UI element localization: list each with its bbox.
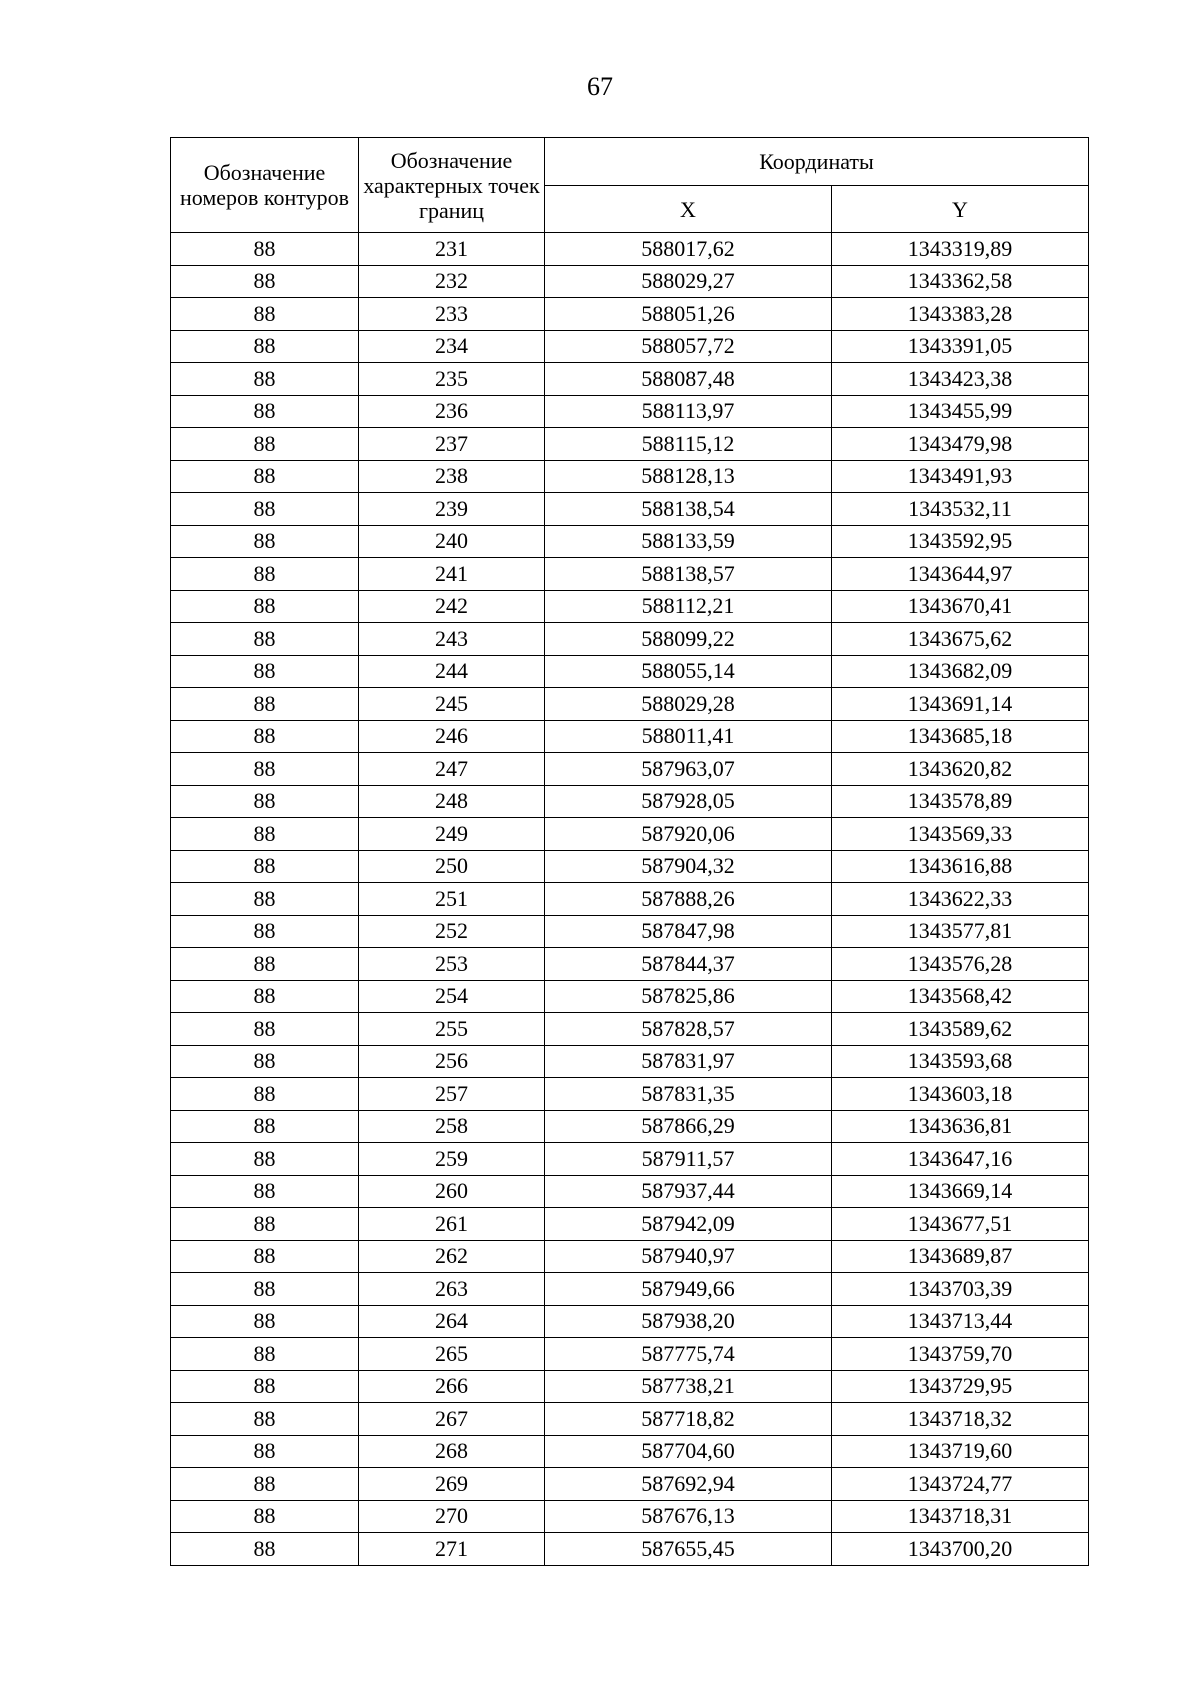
table-row: [171, 753, 1089, 786]
x-coordinate-cell: 587937,44: [545, 1175, 832, 1208]
y-coordinate-cell: 1343682,09: [832, 655, 1089, 688]
x-coordinate-cell: 587676,13: [545, 1500, 832, 1533]
table-row: [171, 948, 1089, 981]
point-number-cell: 263: [359, 1273, 545, 1306]
y-coordinate-cell: 1343685,18: [832, 720, 1089, 753]
table-row: [171, 1013, 1089, 1046]
header-x: X: [545, 186, 832, 233]
x-coordinate-cell: 587920,06: [545, 818, 832, 851]
x-coordinate-cell: 588087,48: [545, 363, 832, 396]
x-coordinate-cell: 588011,41: [545, 720, 832, 753]
contour-number-cell: 88: [171, 980, 359, 1013]
y-coordinate-cell: 1343622,33: [832, 883, 1089, 916]
x-coordinate-cell: 588133,59: [545, 525, 832, 558]
table-row: [171, 818, 1089, 851]
x-coordinate-cell: 587847,98: [545, 915, 832, 948]
y-coordinate-cell: 1343718,32: [832, 1403, 1089, 1436]
point-number-cell: 266: [359, 1370, 545, 1403]
x-coordinate-cell: 587692,94: [545, 1468, 832, 1501]
point-number-cell: 236: [359, 395, 545, 428]
contour-number-cell: 88: [171, 1500, 359, 1533]
table-row: [171, 883, 1089, 916]
y-coordinate-cell: 1343689,87: [832, 1240, 1089, 1273]
x-coordinate-cell: 588017,62: [545, 233, 832, 266]
y-coordinate-cell: 1343718,31: [832, 1500, 1089, 1533]
x-coordinate-cell: 587655,45: [545, 1533, 832, 1566]
contour-number-cell: 88: [171, 330, 359, 363]
contour-number-cell: 88: [171, 688, 359, 721]
x-coordinate-cell: 587844,37: [545, 948, 832, 981]
table-row: [171, 265, 1089, 298]
point-number-cell: 255: [359, 1013, 545, 1046]
point-number-cell: 241: [359, 558, 545, 591]
contour-number-cell: 88: [171, 1533, 359, 1566]
y-coordinate-cell: 1343592,95: [832, 525, 1089, 558]
y-coordinate-cell: 1343479,98: [832, 428, 1089, 461]
y-coordinate-cell: 1343391,05: [832, 330, 1089, 363]
table-row: [171, 330, 1089, 363]
table-row: [171, 785, 1089, 818]
table-row: [171, 1208, 1089, 1241]
table-row: [171, 493, 1089, 526]
table-row: [171, 1175, 1089, 1208]
contour-number-cell: 88: [171, 1240, 359, 1273]
x-coordinate-cell: 587963,07: [545, 753, 832, 786]
header-coordinates: Координаты: [545, 138, 1089, 186]
point-number-cell: 271: [359, 1533, 545, 1566]
y-coordinate-cell: 1343670,41: [832, 590, 1089, 623]
y-coordinate-cell: 1343568,42: [832, 980, 1089, 1013]
x-coordinate-cell: 588029,27: [545, 265, 832, 298]
contour-number-cell: 88: [171, 948, 359, 981]
table-body: [171, 233, 1089, 1566]
contour-number-cell: 88: [171, 1013, 359, 1046]
header-y: Y: [832, 186, 1089, 233]
contour-number-cell: 88: [171, 1208, 359, 1241]
point-number-cell: 269: [359, 1468, 545, 1501]
contour-number-cell: 88: [171, 525, 359, 558]
y-coordinate-cell: 1343569,33: [832, 818, 1089, 851]
contour-number-cell: 88: [171, 850, 359, 883]
y-coordinate-cell: 1343491,93: [832, 460, 1089, 493]
page-number: 67: [587, 72, 613, 101]
table-row: [171, 720, 1089, 753]
table-row: [171, 1110, 1089, 1143]
table-row: [171, 1143, 1089, 1176]
contour-number-cell: 88: [171, 1403, 359, 1436]
contour-number-cell: 88: [171, 655, 359, 688]
table-row: [171, 1273, 1089, 1306]
point-number-cell: 248: [359, 785, 545, 818]
contour-number-cell: 88: [171, 460, 359, 493]
y-coordinate-cell: 1343636,81: [832, 1110, 1089, 1143]
contour-number-cell: 88: [171, 1435, 359, 1468]
x-coordinate-cell: 587704,60: [545, 1435, 832, 1468]
contour-number-cell: 88: [171, 1143, 359, 1176]
table-row: [171, 590, 1089, 623]
contour-number-cell: 88: [171, 233, 359, 266]
x-coordinate-cell: 588138,54: [545, 493, 832, 526]
contour-number-cell: 88: [171, 1045, 359, 1078]
x-coordinate-cell: 587911,57: [545, 1143, 832, 1176]
point-number-cell: 268: [359, 1435, 545, 1468]
point-number-cell: 244: [359, 655, 545, 688]
table-row: [171, 1500, 1089, 1533]
point-number-cell: 235: [359, 363, 545, 396]
table-row: [171, 428, 1089, 461]
contour-number-cell: 88: [171, 915, 359, 948]
header-contour-numbers: Обозначение номеров контуров: [171, 138, 359, 233]
x-coordinate-cell: 587949,66: [545, 1273, 832, 1306]
x-coordinate-cell: 588115,12: [545, 428, 832, 461]
y-coordinate-cell: 1343677,51: [832, 1208, 1089, 1241]
contour-number-cell: 88: [171, 1468, 359, 1501]
table-row: [171, 1078, 1089, 1111]
table-row: [171, 298, 1089, 331]
point-number-cell: 253: [359, 948, 545, 981]
y-coordinate-cell: 1343319,89: [832, 233, 1089, 266]
x-coordinate-cell: 587825,86: [545, 980, 832, 1013]
contour-number-cell: 88: [171, 1110, 359, 1143]
table-row: [171, 1435, 1089, 1468]
y-coordinate-cell: 1343576,28: [832, 948, 1089, 981]
table-row: [171, 1403, 1089, 1436]
point-number-cell: 262: [359, 1240, 545, 1273]
y-coordinate-cell: 1343729,95: [832, 1370, 1089, 1403]
y-coordinate-cell: 1343578,89: [832, 785, 1089, 818]
contour-number-cell: 88: [171, 623, 359, 656]
x-coordinate-cell: 587928,05: [545, 785, 832, 818]
point-number-cell: 252: [359, 915, 545, 948]
y-coordinate-cell: 1343713,44: [832, 1305, 1089, 1338]
y-coordinate-cell: 1343647,16: [832, 1143, 1089, 1176]
y-coordinate-cell: 1343719,60: [832, 1435, 1089, 1468]
table-row: [171, 1370, 1089, 1403]
y-coordinate-cell: 1343675,62: [832, 623, 1089, 656]
y-coordinate-cell: 1343423,38: [832, 363, 1089, 396]
table-row: [171, 1338, 1089, 1371]
table-row: [171, 233, 1089, 266]
contour-number-cell: 88: [171, 395, 359, 428]
table-row: [171, 623, 1089, 656]
point-number-cell: 264: [359, 1305, 545, 1338]
x-coordinate-cell: 587866,29: [545, 1110, 832, 1143]
x-coordinate-cell: 588113,97: [545, 395, 832, 428]
point-number-cell: 238: [359, 460, 545, 493]
y-coordinate-cell: 1343603,18: [832, 1078, 1089, 1111]
x-coordinate-cell: 588029,28: [545, 688, 832, 721]
x-coordinate-cell: 588128,13: [545, 460, 832, 493]
contour-number-cell: 88: [171, 1338, 359, 1371]
table-row: [171, 460, 1089, 493]
point-number-cell: 267: [359, 1403, 545, 1436]
contour-number-cell: 88: [171, 428, 359, 461]
table-row: [171, 688, 1089, 721]
y-coordinate-cell: 1343589,62: [832, 1013, 1089, 1046]
x-coordinate-cell: 588055,14: [545, 655, 832, 688]
point-number-cell: 265: [359, 1338, 545, 1371]
table-row: [171, 558, 1089, 591]
point-number-cell: 256: [359, 1045, 545, 1078]
contour-number-cell: 88: [171, 298, 359, 331]
point-number-cell: 249: [359, 818, 545, 851]
point-number-cell: 246: [359, 720, 545, 753]
contour-number-cell: 88: [171, 1078, 359, 1111]
y-coordinate-cell: 1343724,77: [832, 1468, 1089, 1501]
contour-number-cell: 88: [171, 753, 359, 786]
point-number-cell: 254: [359, 980, 545, 1013]
table-row: [171, 655, 1089, 688]
table-row: [171, 363, 1089, 396]
point-number-cell: 240: [359, 525, 545, 558]
contour-number-cell: 88: [171, 558, 359, 591]
y-coordinate-cell: 1343593,68: [832, 1045, 1089, 1078]
x-coordinate-cell: 587738,21: [545, 1370, 832, 1403]
table-row: [171, 915, 1089, 948]
table-row: [171, 1305, 1089, 1338]
table-header: [171, 138, 1089, 233]
x-coordinate-cell: 587940,97: [545, 1240, 832, 1273]
y-coordinate-cell: 1343669,14: [832, 1175, 1089, 1208]
coordinates-table: [170, 137, 1089, 1566]
point-number-cell: 233: [359, 298, 545, 331]
y-coordinate-cell: 1343383,28: [832, 298, 1089, 331]
table-row: [171, 1533, 1089, 1566]
point-number-cell: 259: [359, 1143, 545, 1176]
x-coordinate-cell: 588051,26: [545, 298, 832, 331]
point-number-cell: 247: [359, 753, 545, 786]
y-coordinate-cell: 1343455,99: [832, 395, 1089, 428]
y-coordinate-cell: 1343616,88: [832, 850, 1089, 883]
contour-number-cell: 88: [171, 1370, 359, 1403]
point-number-cell: 258: [359, 1110, 545, 1143]
contour-number-cell: 88: [171, 493, 359, 526]
point-number-cell: 261: [359, 1208, 545, 1241]
x-coordinate-cell: 587938,20: [545, 1305, 832, 1338]
table-row: [171, 525, 1089, 558]
y-coordinate-cell: 1343703,39: [832, 1273, 1089, 1306]
point-number-cell: 232: [359, 265, 545, 298]
contour-number-cell: 88: [171, 1175, 359, 1208]
y-coordinate-cell: 1343362,58: [832, 265, 1089, 298]
y-coordinate-cell: 1343691,14: [832, 688, 1089, 721]
point-number-cell: 234: [359, 330, 545, 363]
y-coordinate-cell: 1343532,11: [832, 493, 1089, 526]
contour-number-cell: 88: [171, 265, 359, 298]
point-number-cell: 242: [359, 590, 545, 623]
y-coordinate-cell: 1343644,97: [832, 558, 1089, 591]
point-number-cell: 270: [359, 1500, 545, 1533]
point-number-cell: 260: [359, 1175, 545, 1208]
contour-number-cell: 88: [171, 590, 359, 623]
point-number-cell: 243: [359, 623, 545, 656]
x-coordinate-cell: 588138,57: [545, 558, 832, 591]
table-row: [171, 395, 1089, 428]
contour-number-cell: 88: [171, 883, 359, 916]
table-row: [171, 850, 1089, 883]
point-number-cell: 239: [359, 493, 545, 526]
x-coordinate-cell: 587828,57: [545, 1013, 832, 1046]
x-coordinate-cell: 587904,32: [545, 850, 832, 883]
point-number-cell: 231: [359, 233, 545, 266]
x-coordinate-cell: 588057,72: [545, 330, 832, 363]
table-row: [171, 1468, 1089, 1501]
x-coordinate-cell: 588099,22: [545, 623, 832, 656]
x-coordinate-cell: 587942,09: [545, 1208, 832, 1241]
contour-number-cell: 88: [171, 785, 359, 818]
table-row: [171, 1045, 1089, 1078]
x-coordinate-cell: 587888,26: [545, 883, 832, 916]
x-coordinate-cell: 587775,74: [545, 1338, 832, 1371]
point-number-cell: 245: [359, 688, 545, 721]
x-coordinate-cell: 587718,82: [545, 1403, 832, 1436]
x-coordinate-cell: 587831,35: [545, 1078, 832, 1111]
point-number-cell: 237: [359, 428, 545, 461]
contour-number-cell: 88: [171, 818, 359, 851]
x-coordinate-cell: 588112,21: [545, 590, 832, 623]
contour-number-cell: 88: [171, 1273, 359, 1306]
point-number-cell: 250: [359, 850, 545, 883]
x-coordinate-cell: 587831,97: [545, 1045, 832, 1078]
contour-number-cell: 88: [171, 1305, 359, 1338]
contour-number-cell: 88: [171, 363, 359, 396]
y-coordinate-cell: 1343620,82: [832, 753, 1089, 786]
y-coordinate-cell: 1343700,20: [832, 1533, 1089, 1566]
y-coordinate-cell: 1343577,81: [832, 915, 1089, 948]
table-row: [171, 1240, 1089, 1273]
contour-number-cell: 88: [171, 720, 359, 753]
table-row: [171, 980, 1089, 1013]
point-number-cell: 251: [359, 883, 545, 916]
y-coordinate-cell: 1343759,70: [832, 1338, 1089, 1371]
header-boundary-points: Обозначение характерных точек границ: [359, 138, 545, 233]
point-number-cell: 257: [359, 1078, 545, 1111]
